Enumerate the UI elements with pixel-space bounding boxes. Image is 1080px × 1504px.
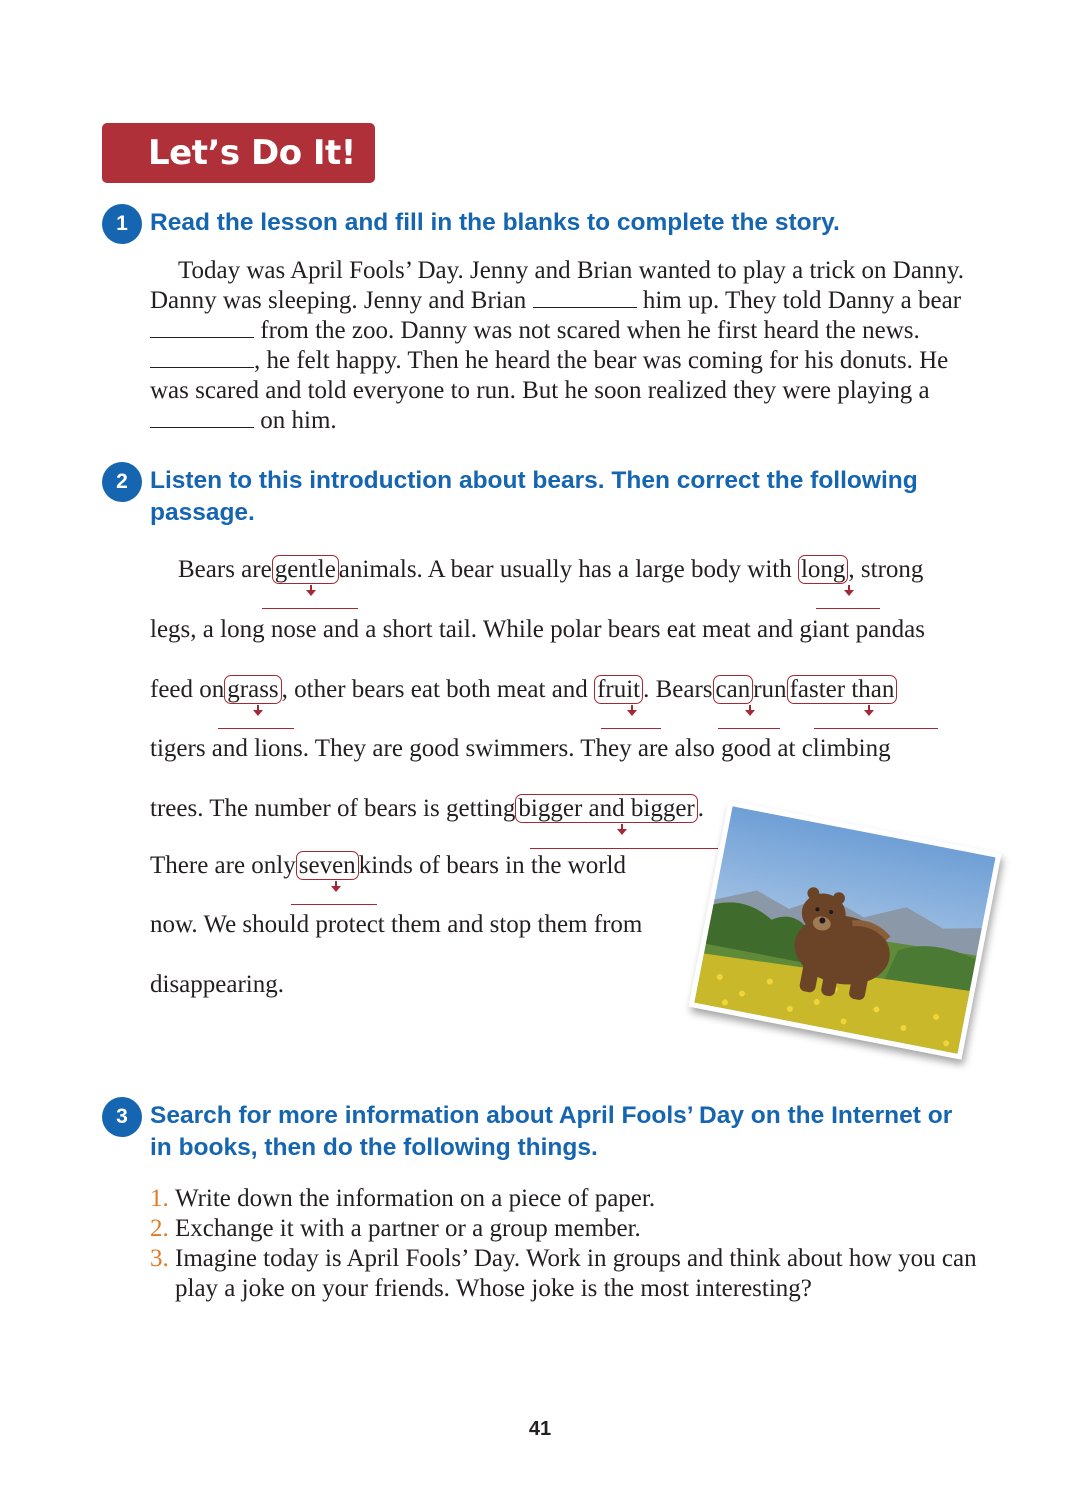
passage-text: There are only xyxy=(150,852,296,879)
section-1-number: 1 xyxy=(102,204,142,244)
error-word-gentle[interactable]: gentle xyxy=(272,555,339,584)
error-word-faster-than[interactable]: faster than xyxy=(787,675,898,704)
task-list xyxy=(150,1184,980,1304)
passage-line-5 xyxy=(150,794,704,824)
story-text-5: on him. xyxy=(260,407,337,434)
story-text-1: Today was April Fools’ Day. Jenny and Brian wanted to play a trick on Danny. Danny was sleeping. Jenny and Brian xyxy=(150,257,965,314)
blank-2[interactable] xyxy=(150,319,254,338)
passage-text: trees. The number of bears is getting xyxy=(150,795,516,822)
passage-text: , strong xyxy=(848,556,924,583)
passage-text: , other bears eat both meat and xyxy=(281,676,588,703)
passage-line-4: tigers and lions. They are good swimmers. They are also good at climbing xyxy=(150,735,891,762)
answer-line-long[interactable] xyxy=(816,608,880,609)
section-3-heading: Search for more information about April Fools’ Day on the Internet or in books, then do the following things. xyxy=(150,1102,953,1161)
error-word-bigger-and-bigger[interactable]: bigger and bigger xyxy=(515,794,697,823)
list-item-text: Imagine today is April Fools’ Day. Work in groups and think about how you can play a joke on your friends. Whose joke is the most interesting? xyxy=(175,1245,977,1302)
blank-3[interactable] xyxy=(150,349,254,368)
error-word-seven[interactable]: seven xyxy=(296,851,359,880)
passage-text: Bears are xyxy=(178,556,272,583)
passage-text: run xyxy=(753,676,787,703)
story-text-4: , he felt happy. Then he heard the bear was coming for his donuts. He was scared and told everyone to run. But he soon realized they were playing a xyxy=(150,347,949,404)
answer-line-bigger-and-bigger[interactable] xyxy=(530,848,718,849)
passage-text: kinds of bears in the world xyxy=(358,852,626,879)
story-paragraph xyxy=(150,256,965,436)
story-text-3: from the zoo. Danny was not scared when he first heard the news. xyxy=(260,317,920,344)
section-2-number: 2 xyxy=(102,462,142,502)
list-item xyxy=(150,1244,980,1304)
passage-line-1 xyxy=(150,555,923,585)
passage-line-2: legs, a long nose and a short tail. While polar bears eat meat and giant pandas xyxy=(150,616,925,643)
error-word-long[interactable]: long xyxy=(798,555,848,584)
list-item-number: 2. xyxy=(150,1215,169,1242)
grizzly-bear-photo xyxy=(689,800,1002,1059)
answer-line-faster-than[interactable] xyxy=(814,728,938,729)
passage-line-8: disappearing. xyxy=(150,971,284,998)
answer-line-gentle[interactable] xyxy=(262,608,358,609)
blank-4[interactable] xyxy=(150,409,254,428)
passage-line-6 xyxy=(150,851,626,881)
passage-text: . xyxy=(697,795,704,822)
banner-title: Let’s Do It! xyxy=(148,133,356,173)
passage-text: feed on xyxy=(150,676,225,703)
passage-text: animals. A bear usually has a large body with xyxy=(338,556,792,583)
passage-line-3 xyxy=(150,675,897,705)
page-number: 41 xyxy=(528,1418,552,1440)
list-item xyxy=(150,1214,980,1244)
story-text-2: him up. They told Danny a bear xyxy=(642,287,962,314)
answer-line-grass[interactable] xyxy=(218,728,294,729)
list-item-text: Exchange it with a partner or a group member. xyxy=(175,1215,641,1242)
error-word-fruit[interactable]: fruit xyxy=(594,675,643,704)
bear-image xyxy=(694,806,995,1053)
section-3-number: 3 xyxy=(102,1097,142,1137)
list-item-number: 1. xyxy=(150,1185,169,1212)
list-item-number: 3. xyxy=(150,1245,169,1272)
answer-line-can[interactable] xyxy=(718,728,780,729)
section-2-heading: Listen to this introduction about bears. Then correct the following passage. xyxy=(150,467,918,526)
section-1-heading: Read the lesson and fill in the blanks to complete the story. xyxy=(150,209,840,236)
list-item-text: Write down the information on a piece of paper. xyxy=(175,1185,656,1212)
passage-line-7: now. We should protect them and stop them from xyxy=(150,911,643,938)
passage-text: . Bears xyxy=(643,676,713,703)
blank-1[interactable] xyxy=(533,289,637,308)
error-word-grass[interactable]: grass xyxy=(224,675,281,704)
lets-do-it-banner xyxy=(102,123,375,183)
answer-line-fruit[interactable] xyxy=(601,728,661,729)
list-item xyxy=(150,1184,980,1214)
answer-line-seven[interactable] xyxy=(291,904,377,905)
error-word-can[interactable]: can xyxy=(713,675,754,704)
